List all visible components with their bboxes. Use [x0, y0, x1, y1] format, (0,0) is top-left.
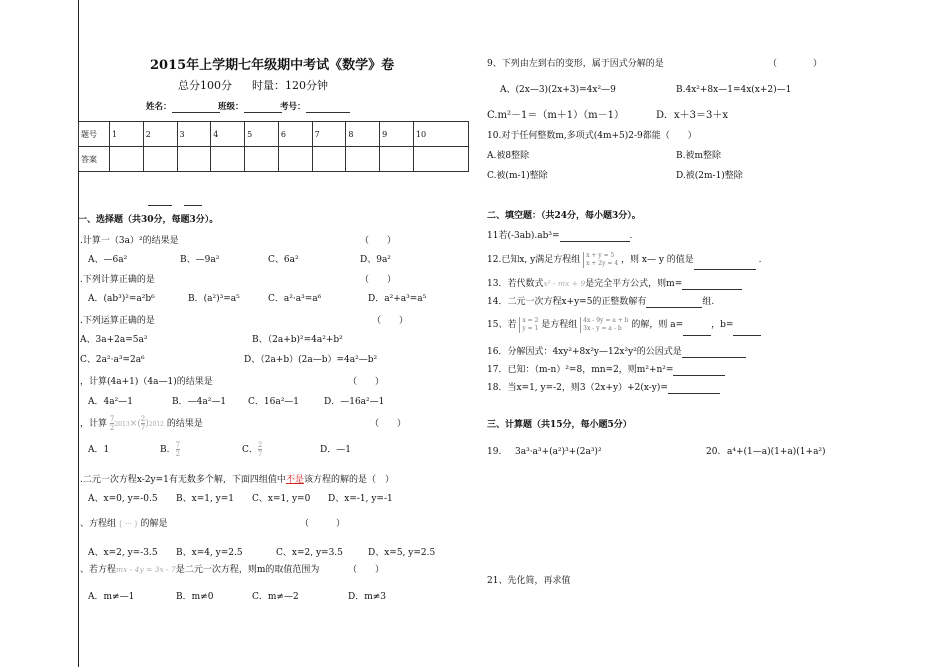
section-heading-fill: 二、填空题：（共24分，每小题3分）。: [487, 211, 641, 221]
table-cell: 8: [346, 122, 380, 147]
option-a: A．4a²—1: [88, 397, 133, 407]
equation-system: 4x - 9y = a + b 3x - y = a - b: [580, 317, 628, 333]
question-20-number: 20.: [706, 447, 721, 457]
option-a: A、x=0, y=-0.5: [88, 494, 158, 504]
exam-title: 2015年上学期七年级期中考试《数学》卷: [150, 58, 395, 73]
option-b: B．(a²)³=a⁵: [188, 294, 240, 304]
table-cell: 10: [413, 122, 468, 147]
question-8-stem: 、若方程mx - 4y = 3x - 7是二元一次方程，则m的取值范围为: [80, 565, 320, 575]
question-12: 12.已知x, y满足方程组 x + y = 5 x + 2y = 4 ，则 x— y 的值是 .: [487, 250, 762, 270]
option-d: D、x=-1, y=-1: [328, 494, 393, 504]
answer-paren: （ ）: [348, 377, 385, 387]
option-a: A．m≠—1: [88, 592, 135, 602]
binding-line: [78, 0, 79, 667]
answer-paren: （ ）: [370, 419, 407, 429]
question-21: 21、先化简，再求值: [487, 576, 571, 586]
table-cell: 7: [312, 122, 346, 147]
answer-paren: （ ）: [372, 316, 409, 326]
answer-cell[interactable]: [143, 147, 177, 172]
question-19-number: 19.: [487, 447, 502, 457]
option-c: C．16a²—1: [248, 397, 300, 407]
table-cell: 2: [143, 122, 177, 147]
option-d: D．a²+a³=a⁵: [368, 294, 427, 304]
question-11: 11若(-3ab).ab³= .: [487, 231, 633, 241]
fraction-graphic: $\frac{7}{2}$: [109, 415, 115, 432]
option-a: A、x=2, y=-3.5: [88, 548, 158, 558]
score-line: [148, 205, 172, 206]
option-d: D、x=5, y=2.5: [368, 548, 436, 558]
option-b: B． $\frac{7}{2}$: [160, 441, 181, 458]
student-name-field[interactable]: [146, 101, 220, 113]
answer-cell[interactable]: [312, 147, 346, 172]
option-d: D、（2a+b）(2a—b）=4a²—b²: [244, 355, 378, 365]
question-13: 13．若代数式x² - mx + 9是完全平方公式，则m=: [487, 278, 742, 290]
option-b: B、—9a²: [180, 255, 220, 265]
answer-cell[interactable]: [245, 147, 279, 172]
exam-number-field[interactable]: [280, 101, 350, 113]
option-c: C． $\frac{2}{7}$: [242, 441, 263, 458]
question-5-stem: ，计算 $\frac{7}{2}$ 2013×( $\frac{2}{7}$ )2012 的结果是: [80, 415, 203, 432]
option-d: D.被(2m-1)整除: [676, 171, 743, 181]
option-b: B、（2a+b)²=4a²+b²: [252, 335, 343, 345]
question-3-stem: .下列运算正确的是: [80, 316, 155, 326]
option-a: A.被8整除: [487, 151, 530, 161]
score-line: [184, 205, 202, 206]
table-cell: 4: [211, 122, 245, 147]
question-20-expr: a⁴+(1—a)(1+a)(1+a²): [727, 447, 826, 457]
option-a: A、3a+2a=5a²: [80, 335, 148, 345]
option-b: B．—4a²—1: [172, 397, 227, 407]
answer-cell[interactable]: [413, 147, 468, 172]
question-4-stem: ，计算(4a+1)（4a—1)的结果是: [80, 377, 213, 387]
class-label: 班级：: [218, 102, 244, 112]
time-limit: 时量：120分钟: [252, 79, 328, 92]
option-b: B.被m整除: [676, 151, 722, 161]
question-17: 17．已知：（m-n）²=8，mn=2，则m²+n²=: [487, 364, 725, 376]
answer-paren: （ ）: [300, 519, 346, 529]
name-label: 姓名：: [146, 102, 172, 112]
option-b: B．m≠0: [176, 592, 214, 602]
question-1-stem: .计算一（3a）²的结果是: [80, 236, 179, 246]
option-b: B、x=1, y=1: [176, 494, 235, 504]
answer-paren: （ ）: [360, 236, 397, 246]
option-c: C．m≠—2: [252, 592, 299, 602]
answer-table: [78, 121, 469, 172]
answer-cell[interactable]: [211, 147, 245, 172]
answer-paren: （ ）: [360, 275, 397, 285]
emphasis-text: 不是: [285, 475, 304, 485]
option-a: A、(2x—3)(2x+3)=4x²—9: [500, 85, 616, 95]
option-c: C、x=1, y=0: [252, 494, 311, 504]
table-cell: 1: [110, 122, 144, 147]
option-c: C、6a²: [268, 255, 299, 265]
table-cell: 3: [177, 122, 211, 147]
section-heading-calc: 三、计算题（共15分，每小题5分）: [487, 420, 632, 430]
option-d: D．—1: [320, 445, 351, 455]
table-cell: 9: [380, 122, 414, 147]
table-cell: 6: [278, 122, 312, 147]
question-14: 14．二元一次方程x+y=5的正整数解有 组.: [487, 297, 715, 307]
option-c: C、x=2, y=3.5: [276, 548, 343, 558]
question-6-stem: .二元一次方程x-2y=1有无数多个解，下面四组值中不是该方程的解的是（ ）: [80, 475, 394, 485]
question-2-stem: .下列计算正确的是: [80, 275, 155, 285]
question-18: 18．当x=1, y=-2，则3（2x+y）+2(x-y)=: [487, 382, 720, 394]
answer-cell[interactable]: [278, 147, 312, 172]
option-a: A．1: [88, 445, 110, 455]
question-10-stem: 10.对于任何整数m,多项式(4m+5)2-9都能（ ）: [487, 131, 697, 141]
question-15: 15、若 x = 2 y = 1 是方程组 4x - 9y = a + b 3x - y = a - b 的解，则 a= ，b=: [487, 314, 761, 336]
option-c: C．a²·a³=a⁶: [268, 294, 322, 304]
option-a: A．(ab³)²=a²b⁶: [88, 294, 155, 304]
option-c: C、2a²·a³=2a⁶: [80, 355, 145, 365]
answer-cell[interactable]: [177, 147, 211, 172]
option-a: A、—6a²: [88, 255, 128, 265]
class-field[interactable]: [218, 101, 282, 113]
table-cell: 5: [245, 122, 279, 147]
option-d: D．m≠3: [348, 592, 387, 602]
total-score: 总分100分: [178, 79, 232, 92]
answer-cell[interactable]: [346, 147, 380, 172]
option-d: D．x＋3＝3＋x: [656, 110, 729, 121]
section-heading-choice: 一、选择题（共30分，每题3分）。: [78, 215, 219, 225]
option-b: B、x=4, y=2.5: [176, 548, 243, 558]
answer-cell[interactable]: [380, 147, 414, 172]
answer-cell[interactable]: [110, 147, 144, 172]
option-b: B.4x²+8x—1=4x(x+2)—1: [676, 85, 792, 95]
question-7-stem: 、方程组 { ··· } 的解是: [80, 519, 168, 529]
option-c: C.被(m-1)整除: [487, 171, 548, 181]
question-9-stem: 9、下列由左到右的变形，属于因式分解的是: [487, 59, 664, 69]
question-16: 16．分解因式：4xy²+8x²y—12x²y²的公因式是: [487, 346, 746, 358]
question-number-header: 题号: [79, 122, 110, 147]
option-d: D、9a²: [360, 255, 391, 265]
answer-paren: （ ）: [348, 565, 385, 575]
equation-system: x = 2 y = 1: [519, 317, 538, 333]
equation-system: x + y = 5 x + 2y = 4: [583, 252, 618, 268]
option-c: C.m²－1＝（m＋1）（m－1）: [487, 110, 625, 121]
exam-number-label: 考号：: [280, 102, 306, 112]
answer-paren: （ ）: [768, 59, 823, 69]
answer-row-header: 答案: [79, 147, 110, 172]
option-d: D．—16a²—1: [324, 397, 385, 407]
question-19-expr: 3a³·a³+(a²)³+(2a³)²: [515, 447, 602, 457]
